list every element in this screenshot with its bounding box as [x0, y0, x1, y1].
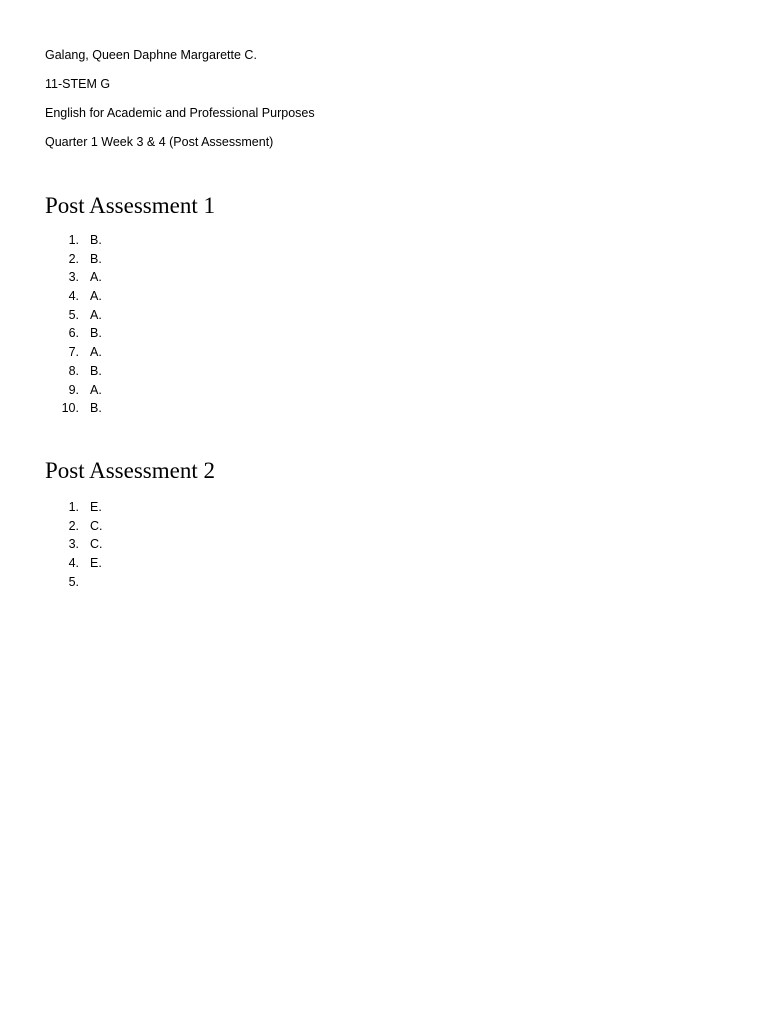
answer-number: 7. — [68, 345, 79, 360]
answer-value: B. — [90, 401, 102, 416]
answer-number: 5. — [68, 307, 79, 322]
answer-number: 5. — [68, 574, 79, 589]
answer-value: A. — [90, 382, 102, 397]
answer-number: 10. — [61, 401, 79, 416]
answer-value: C. — [90, 518, 103, 533]
subject-name: English for Academic and Professional Purposes — [45, 106, 315, 120]
answer-number: 4. — [68, 289, 79, 304]
answer-value: E. — [90, 500, 102, 514]
answer-value: C. — [90, 537, 103, 552]
answer-number: 4. — [68, 556, 79, 571]
answer-number: 2. — [68, 251, 79, 266]
answer-number: 6. — [68, 326, 79, 341]
quarter-info: Quarter 1 Week 3 & 4 (Post Assessment) — [45, 135, 274, 149]
answer-value: B. — [90, 251, 102, 266]
answer-number: 1. — [68, 500, 79, 514]
answer-value: B. — [90, 363, 102, 378]
answer-value: A. — [90, 345, 102, 360]
answer-number: 3. — [68, 270, 79, 285]
post-assessment-1-title: Post Assessment 1 — [45, 193, 215, 218]
answer-number: 8. — [68, 363, 79, 378]
answer-value: B. — [90, 233, 102, 247]
answer-value: B. — [90, 326, 102, 341]
answer-value: A. — [90, 270, 102, 285]
student-name: Galang, Queen Daphne Margarette C. — [45, 48, 257, 62]
answer-number: 2. — [68, 518, 79, 533]
answer-number: 3. — [68, 537, 79, 552]
grade-section: 11-STEM G — [45, 77, 111, 91]
answer-number: 1. — [68, 233, 79, 247]
post-assessment-2-title: Post Assessment 2 — [45, 458, 215, 483]
answer-value: A. — [90, 289, 102, 304]
answer-number: 9. — [68, 382, 79, 397]
answer-value: E. — [90, 556, 102, 571]
answer-value: A. — [90, 307, 102, 322]
